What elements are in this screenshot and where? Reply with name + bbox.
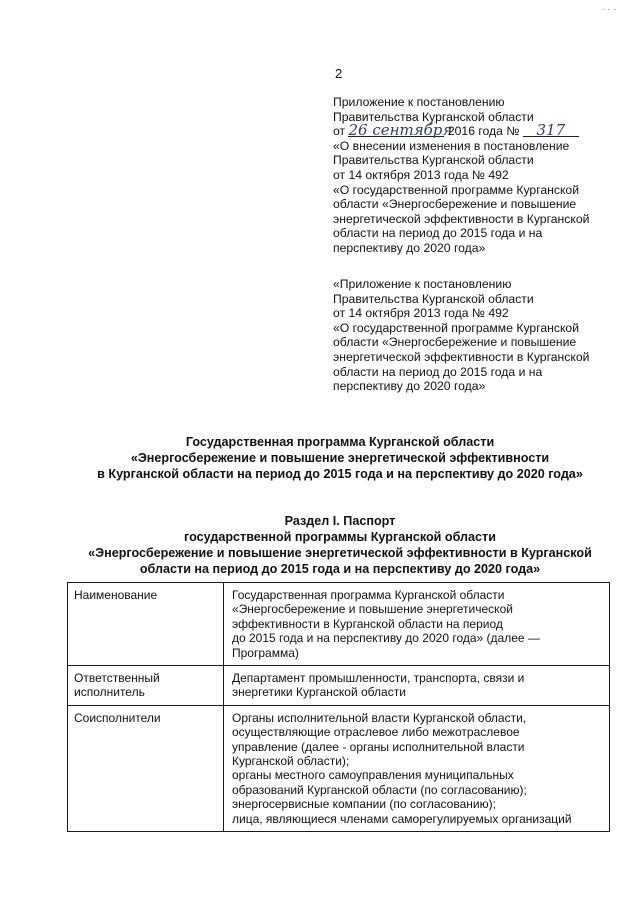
section-title-line: области на период до 2015 года и на перспективу до 2020 года» [139,562,541,576]
passport-value-name: Государственная программа Курганской области «Энергосбережение и повышение энергетической эффективности в Курганской области на период до 2015 года и на перспективу до 2020 года» (далее — Программа) [224,583,610,666]
annex-line: от 14 октября 2013 года № 492 [333,306,509,321]
annex-line: перспективу до 2020 года» [333,379,486,394]
year-text: 2016 года № [447,124,520,139]
annex-line: «О государственной программе Курганской [333,320,580,335]
passport-table [67,582,610,832]
table-row [68,666,610,706]
program-title-line: Государственная программа Курганской области [185,435,495,449]
annex-line: энергетической эффективности в Курганской [333,349,590,364]
annex-line: Правительства Курганской области [333,109,534,124]
program-title [40,434,640,482]
annex-line: Приложение к постановлению [333,95,505,109]
annex-line: «О внесении изменения в постановление [333,138,570,153]
section-title-line: государственной программы Курганской области [184,530,496,544]
annex-line: «Приложение к постановлению [333,277,512,291]
passport-label-name: Наименование [68,583,224,666]
annex-header-amendment [333,95,633,256]
table-row [68,583,610,666]
annex-line: области на период до 2015 года и на [333,226,543,241]
section-title [40,513,640,577]
passport-label-coexecutors: Соисполнители [68,705,224,831]
table-row [68,705,610,831]
passport-label-executor: Ответственный исполнитель [68,666,224,706]
handwritten-date: 26 сентября [348,121,453,140]
section-title-line: «Энергосбережение и повышение энергетической эффективности в Курганской [88,546,592,560]
annex-date-line [333,121,633,140]
program-title-line: «Энергосбережение и повышение энергетической эффективности [130,451,550,465]
annex-line: области «Энергосбережение и повышение [333,335,577,350]
annex-line: области на период до 2015 года и на [333,364,543,379]
program-title-line: в Курганской области на период до 2015 года и на перспективу до 2020 года» [97,467,583,481]
annex-line: Правительства Курганской области [333,291,534,306]
annex-line: перспективу до 2020 года» [333,240,486,255]
section-title-line: Раздел I. Паспорт [284,514,396,528]
annex-line: от 14 октября 2013 года № 492 [333,167,509,182]
handwritten-number: 317 [523,124,579,137]
annex-line: «О государственной программе Курганской [333,182,580,197]
annex-line: области «Энергосбережение и повышение [333,197,577,212]
passport-value-coexecutors: Органы исполнительной власти Курганской области, осуществляющие отраслевое либо межотраслевое управление (далее - органы исполнительной власти Курганской области); органы местного самоуправления муниципальных образований Курганской области (по согласованию); энергосервисные компании (по согласованию); лица, являющиеся членами саморегулируемых организаций [224,705,610,831]
passport-value-executor: Департамент промышленности, транспорта, связи и энергетики Курганской области [224,666,610,706]
date-prefix: от [333,124,346,139]
annex-header-original [333,277,633,394]
page-number: 2 [335,66,343,81]
corner-mark: - - - [602,4,616,14]
annex-line: Правительства Курганской области [333,153,534,168]
annex-line: энергетической эффективности в Курганской [333,211,590,226]
